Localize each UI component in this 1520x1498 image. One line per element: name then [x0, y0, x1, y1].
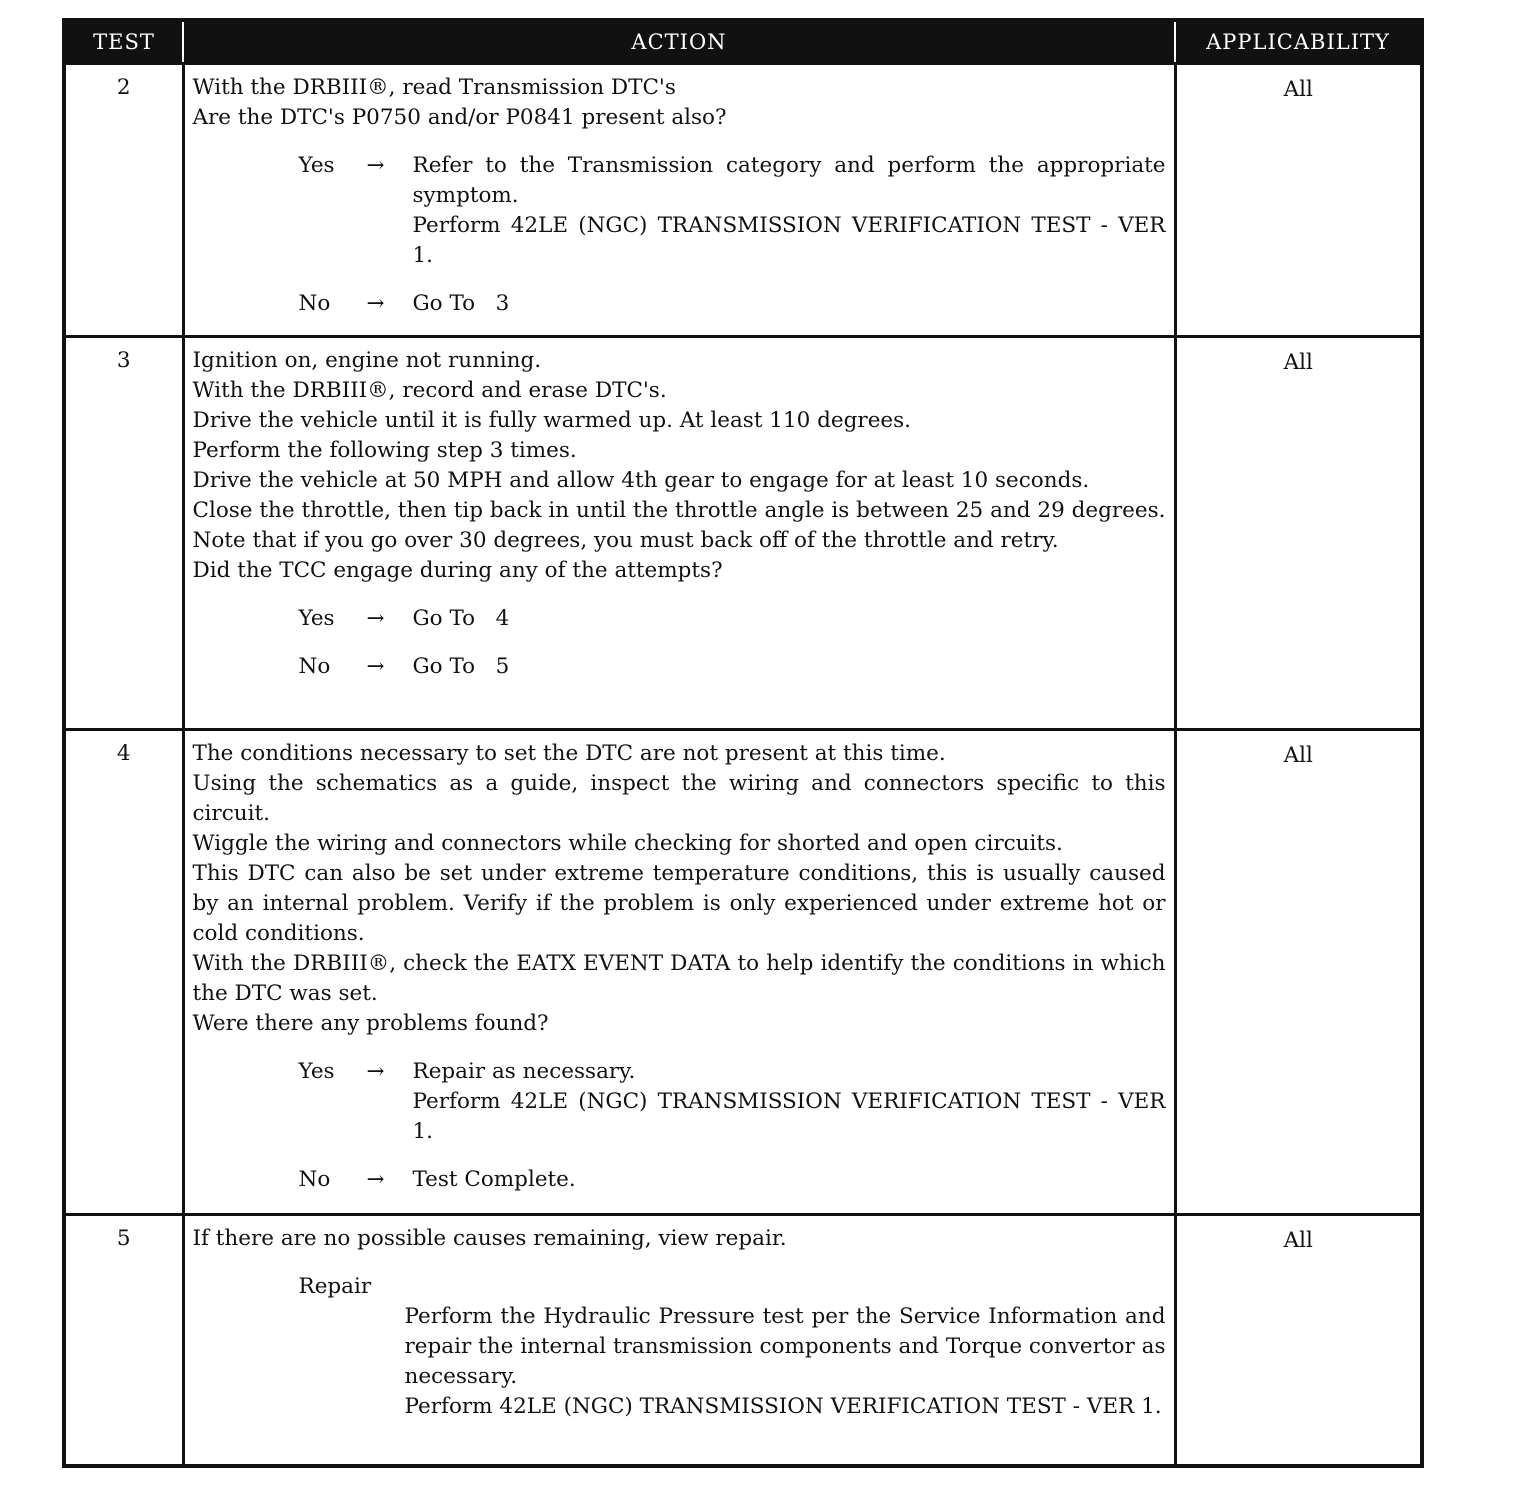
answer-key: Yes — [298, 1059, 335, 1084]
action-line: With the DRBIII®, check the EATX EVENT DATA to help identify the conditions in which the DTC was set. — [192, 951, 1166, 1006]
test-number: 3 — [64, 337, 183, 730]
action-line: With the DRBIII®, read Transmission DTC's — [192, 75, 676, 100]
arrow-right-icon: → — [366, 153, 385, 178]
action-line: The conditions necessary to set the DTC are not present at this time. — [192, 741, 946, 766]
action-cell — [183, 1215, 1175, 1467]
header-applicability: APPLICABILITY — [1175, 20, 1422, 64]
table-row — [64, 337, 1422, 730]
action-line: Did the TCC engage during any of the attempts? — [192, 558, 723, 583]
test-number: 5 — [64, 1215, 183, 1467]
applicability-cell: All — [1175, 64, 1422, 337]
answer-key: Yes — [298, 153, 335, 178]
table-row — [64, 1215, 1422, 1467]
answer-key: No — [298, 1167, 331, 1192]
action-line: Using the schematics as a guide, inspect the wiring and connectors specific to this circuit. — [192, 771, 1166, 826]
header-action: ACTION — [183, 20, 1175, 64]
answer-key: No — [298, 291, 331, 316]
test-number: 2 — [64, 64, 183, 337]
action-line: This DTC can also be set under extreme temperature conditions, this is usually caused by an internal problem. Verify if the problem is only experienced under extreme hot or cold conditions. — [192, 861, 1166, 946]
answer-text: Go To 4 — [412, 606, 510, 631]
applicability-cell: All — [1175, 1215, 1422, 1467]
action-line: Wiggle the wiring and connectors while checking for shorted and open circuits. — [192, 831, 1063, 856]
answer-text: Refer to the Transmission category and perform the appropriate symptom. — [412, 153, 1166, 208]
answer-text: Perform 42LE (NGC) TRANSMISSION VERIFICATION TEST - VER 1. — [412, 1089, 1166, 1144]
answer-text: Go To 5 — [412, 654, 510, 679]
arrow-right-icon: → — [366, 606, 385, 631]
repair-text: Perform the Hydraulic Pressure test per the Service Information and repair the internal transmission components and Torque convertor as necessary. — [404, 1304, 1166, 1389]
arrow-right-icon: → — [366, 1167, 385, 1192]
answer-yes — [193, 1057, 1166, 1147]
answer-yes — [193, 151, 1166, 271]
action-line: Drive the vehicle until it is fully warmed up. At least 110 degrees. — [192, 408, 912, 433]
arrow-right-icon: → — [366, 291, 385, 316]
answer-no — [193, 652, 1166, 682]
repair-label: Repair — [298, 1274, 372, 1299]
table-row — [64, 64, 1422, 337]
action-line: Perform the following step 3 times. — [192, 438, 577, 463]
answer-text: Perform 42LE (NGC) TRANSMISSION VERIFICATION TEST - VER 1. — [412, 213, 1166, 268]
repair-text: Perform 42LE (NGC) TRANSMISSION VERIFICATION TEST - VER 1. — [404, 1394, 1162, 1419]
diagnostic-test-table — [62, 18, 1424, 1468]
action-line: Close the throttle, then tip back in until the throttle angle is between 25 and 29 degrees. Note that if you go over 30 degrees, you must back off of the throttle and retry. — [192, 498, 1166, 553]
answer-body — [413, 151, 1166, 271]
action-cell — [183, 337, 1175, 730]
answer-no — [193, 1165, 1166, 1195]
arrow-right-icon: → — [366, 1059, 385, 1084]
applicability-cell: All — [1175, 730, 1422, 1215]
action-line: Drive the vehicle at 50 MPH and allow 4th gear to engage for at least 10 seconds. — [192, 468, 1090, 493]
action-line: Are the DTC's P0750 and/or P0841 present also? — [192, 105, 727, 130]
answer-text: Go To 3 — [412, 291, 510, 316]
answer-key: No — [298, 654, 331, 679]
test-number: 4 — [64, 730, 183, 1215]
arrow-right-icon: → — [366, 654, 385, 679]
action-line: Were there any problems found? — [192, 1011, 549, 1036]
answer-key: Yes — [298, 606, 335, 631]
action-cell — [183, 730, 1175, 1215]
action-line: Ignition on, engine not running. — [192, 348, 542, 373]
header-test: TEST — [64, 20, 183, 64]
answer-text: Test Complete. — [412, 1167, 576, 1192]
answer-yes — [193, 604, 1166, 634]
action-cell — [183, 64, 1175, 337]
answer-no — [193, 289, 1166, 319]
action-line: With the DRBIII®, record and erase DTC's. — [192, 378, 667, 403]
action-line: If there are no possible causes remaining, view repair. — [192, 1226, 787, 1251]
answer-body — [413, 1057, 1166, 1147]
table-row — [64, 730, 1422, 1215]
answer-text: Repair as necessary. — [412, 1059, 636, 1084]
applicability-cell: All — [1175, 337, 1422, 730]
table-header-row — [64, 20, 1422, 64]
